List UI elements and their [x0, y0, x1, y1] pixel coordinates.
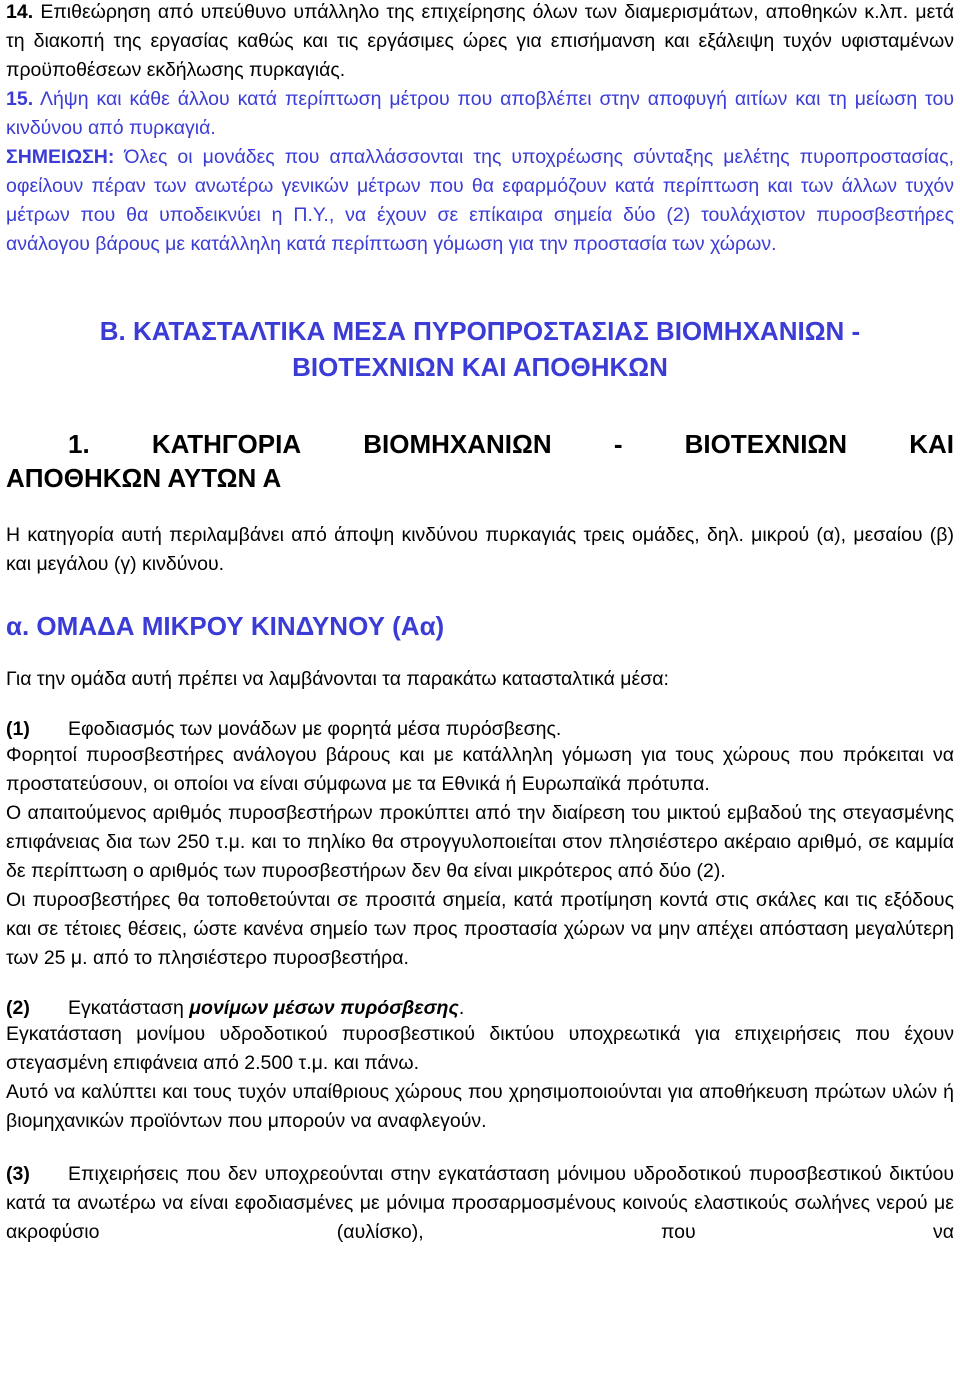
- measure-2-paragraph: Αυτό να καλύπτει και τους τυχόν υπαίθριους χώρους που χρησιμοποιούνται για αποθήκευση πρώτων υλών ή βιομηχανικών προϊόντων που μπορούν να αναφλεγούν.: [6, 1081, 954, 1132]
- measure-3-paragraph: [6, 1160, 954, 1247]
- measure-1-title-text: Εφοδιασμός των μονάδων με φορητά μέσα πυρόσβεσης.: [68, 718, 562, 740]
- category-heading-line1: [6, 427, 954, 461]
- category-word: ΒΙΟΤΕΧΝΙΩΝ: [684, 429, 848, 459]
- category-word: ΚΑΙ: [909, 429, 954, 459]
- measure-2-title: [6, 997, 954, 1020]
- section-b-heading: [6, 313, 954, 385]
- measure-1-number: (1): [6, 718, 30, 740]
- measure-2-title-emphasis: μονίμων μέσων πυρόσβεσης: [189, 997, 459, 1019]
- measure-2-title-text: Εγκατάσταση μονίμων μέσων πυρόσβεσης.: [68, 997, 465, 1019]
- measure-2-paragraph: Εγκατάσταση μονίμου υδροδοτικού πυροσβεστικού δικτύου υποχρεωτικά για επιχειρήσεις που έχουν στεγασμένη επιφάνεια από 2.500 τ.μ. και πάνω.: [6, 1023, 954, 1074]
- item-15-text: Λήψη και κάθε άλλου κατά περίπτωση μέτρου που αποβλέπει στην αποφυγή αιτίων και τη μείωση του κινδύνου από πυρκαγιά.: [6, 88, 954, 139]
- group-a-intro: Για την ομάδα αυτή πρέπει να λαμβάνονται τα παρακάτω κατασταλτικά μέσα:: [6, 668, 669, 690]
- measure-1-paragraph: Φορητοί πυροσβεστήρες ανάλογου βάρους και με κατάλληλη γόμωση για τους χώρους που πρόκειται να προστατεύσουν, οι οποίοι να είναι σύμφωνα με τα Εθνικά ή Ευρωπαϊκά πρότυπα.: [6, 744, 954, 795]
- group-a-heading: α. ΟΜΑΔΑ ΜΙΚΡΟΥ ΚΙΝΔΥΝΟΥ (Αα): [6, 611, 445, 641]
- document-page: [6, 0, 954, 1247]
- category-word: -: [613, 429, 623, 459]
- section-b-heading-line2: ΒΙΟΤΕΧΝΙΩΝ ΚΑΙ ΑΠΟΘΗΚΩΝ: [292, 352, 668, 382]
- category-word: ΚΑΤΗΓΟΡΙΑ: [151, 429, 302, 459]
- measure-1-paragraph: Ο απαιτούμενος αριθμός πυροσβεστήρων προκύπτει από την διαίρεση του μικτού εμβαδού της στεγασμένης επιφάνειας δια των 250 τ.μ. και το πηλίκο θα στρογγυλοποιείται στον πλησιέστερο ακέραιο αριθμό, σε καμμία δε περίπτωση ο αριθμός των πυροσβεστήρων δεν θα είναι μικρότερος από δύο (2).: [6, 802, 954, 882]
- category-heading-line2: ΑΠΟΘΗΚΩΝ ΑΥΤΩΝ Α: [6, 463, 282, 493]
- measure-3-text: Επιχειρήσεις που δεν υποχρεούνται στην εγκατάσταση μόνιμου υδροδοτικού πυροσβεστικού δικτύου κατά τα ανωτέρω να είναι εφοδιασμένες με μόνιμα προσαρμοσμένους κοινούς ελαστικούς σωλήνες νερού με ακροφύσιο (αυλίσκο), που να: [6, 1163, 954, 1243]
- category-word: 1.: [68, 429, 90, 459]
- measure-1-paragraph: Οι πυροσβεστήρες θα τοποθετούνται σε προσιτά σημεία, κατά προτίμηση κοντά στις σκάλες και τις εξόδους και σε τέτοιες θέσεις, ώστε κανένα σημείο των προς προστασία χώρων να μην απέχει απόσταση μεγαλύτερη των 25 μ. από το πλησιέστερο πυροσβεστήρα.: [6, 889, 954, 969]
- item-14-number: 14.: [6, 1, 34, 23]
- note-label: ΣΗΜΕΙΩΣΗ:: [6, 146, 115, 168]
- section-b-heading-line1: Β. ΚΑΤΑΣΤΑΛΤΙΚΑ ΜΕΣΑ ΠΥΡΟΠΡΟΣΤΑΣΙΑΣ ΒΙΟΜΗΧΑΝΙΩΝ -: [99, 316, 861, 346]
- item-15-number: 15.: [6, 88, 34, 110]
- note-text: Όλες οι μονάδες που απαλλάσσονται της υποχρέωσης σύνταξης μελέτης πυροπροστασίας, οφείλουν πέραν των ανωτέρω γενικών μέτρων που θα εφαρμόζουν κατά περίπτωση και των άλλων τυχόν μέτρων που θα υποδεικνύει η Π.Υ., να έχουν σε επίκαιρα σημεία δύο (2) τουλάχιστον πυροσβεστήρες ανάλογου βάρους με κατάλληλη κατά περίπτωση γόμωση για την προστασία των χώρων.: [6, 146, 954, 255]
- measure-2-number: (2): [6, 997, 30, 1019]
- category-heading: [6, 427, 954, 495]
- item-14-text: Επιθεώρηση από υπεύθυνο υπάλληλο της επιχείρησης όλων των διαμερισμάτων, αποθηκών κ.λπ. μετά τη διακοπή της εργασίας καθώς και τις εργάσιμες ώρες για επισήμανση και εξάλειψη τυχόν υφισταμένων προϋποθέσεων εκδήλωσης πυρκαγιάς.: [6, 1, 955, 81]
- measure-3-number: (3): [6, 1163, 30, 1185]
- category-word: ΒΙΟΜΗΧΑΝΙΩΝ: [363, 429, 552, 459]
- item-15: [6, 85, 954, 143]
- category-intro: Η κατηγορία αυτή περιλαμβάνει από άποψη κινδύνου πυρκαγιάς τρεις ομάδες, δηλ. μικρού (α), μεσαίου (β) και μεγάλου (γ) κινδύνου.: [6, 524, 954, 575]
- note-paragraph: [6, 143, 954, 259]
- item-14: [6, 0, 954, 85]
- measure-1-title: [6, 718, 954, 741]
